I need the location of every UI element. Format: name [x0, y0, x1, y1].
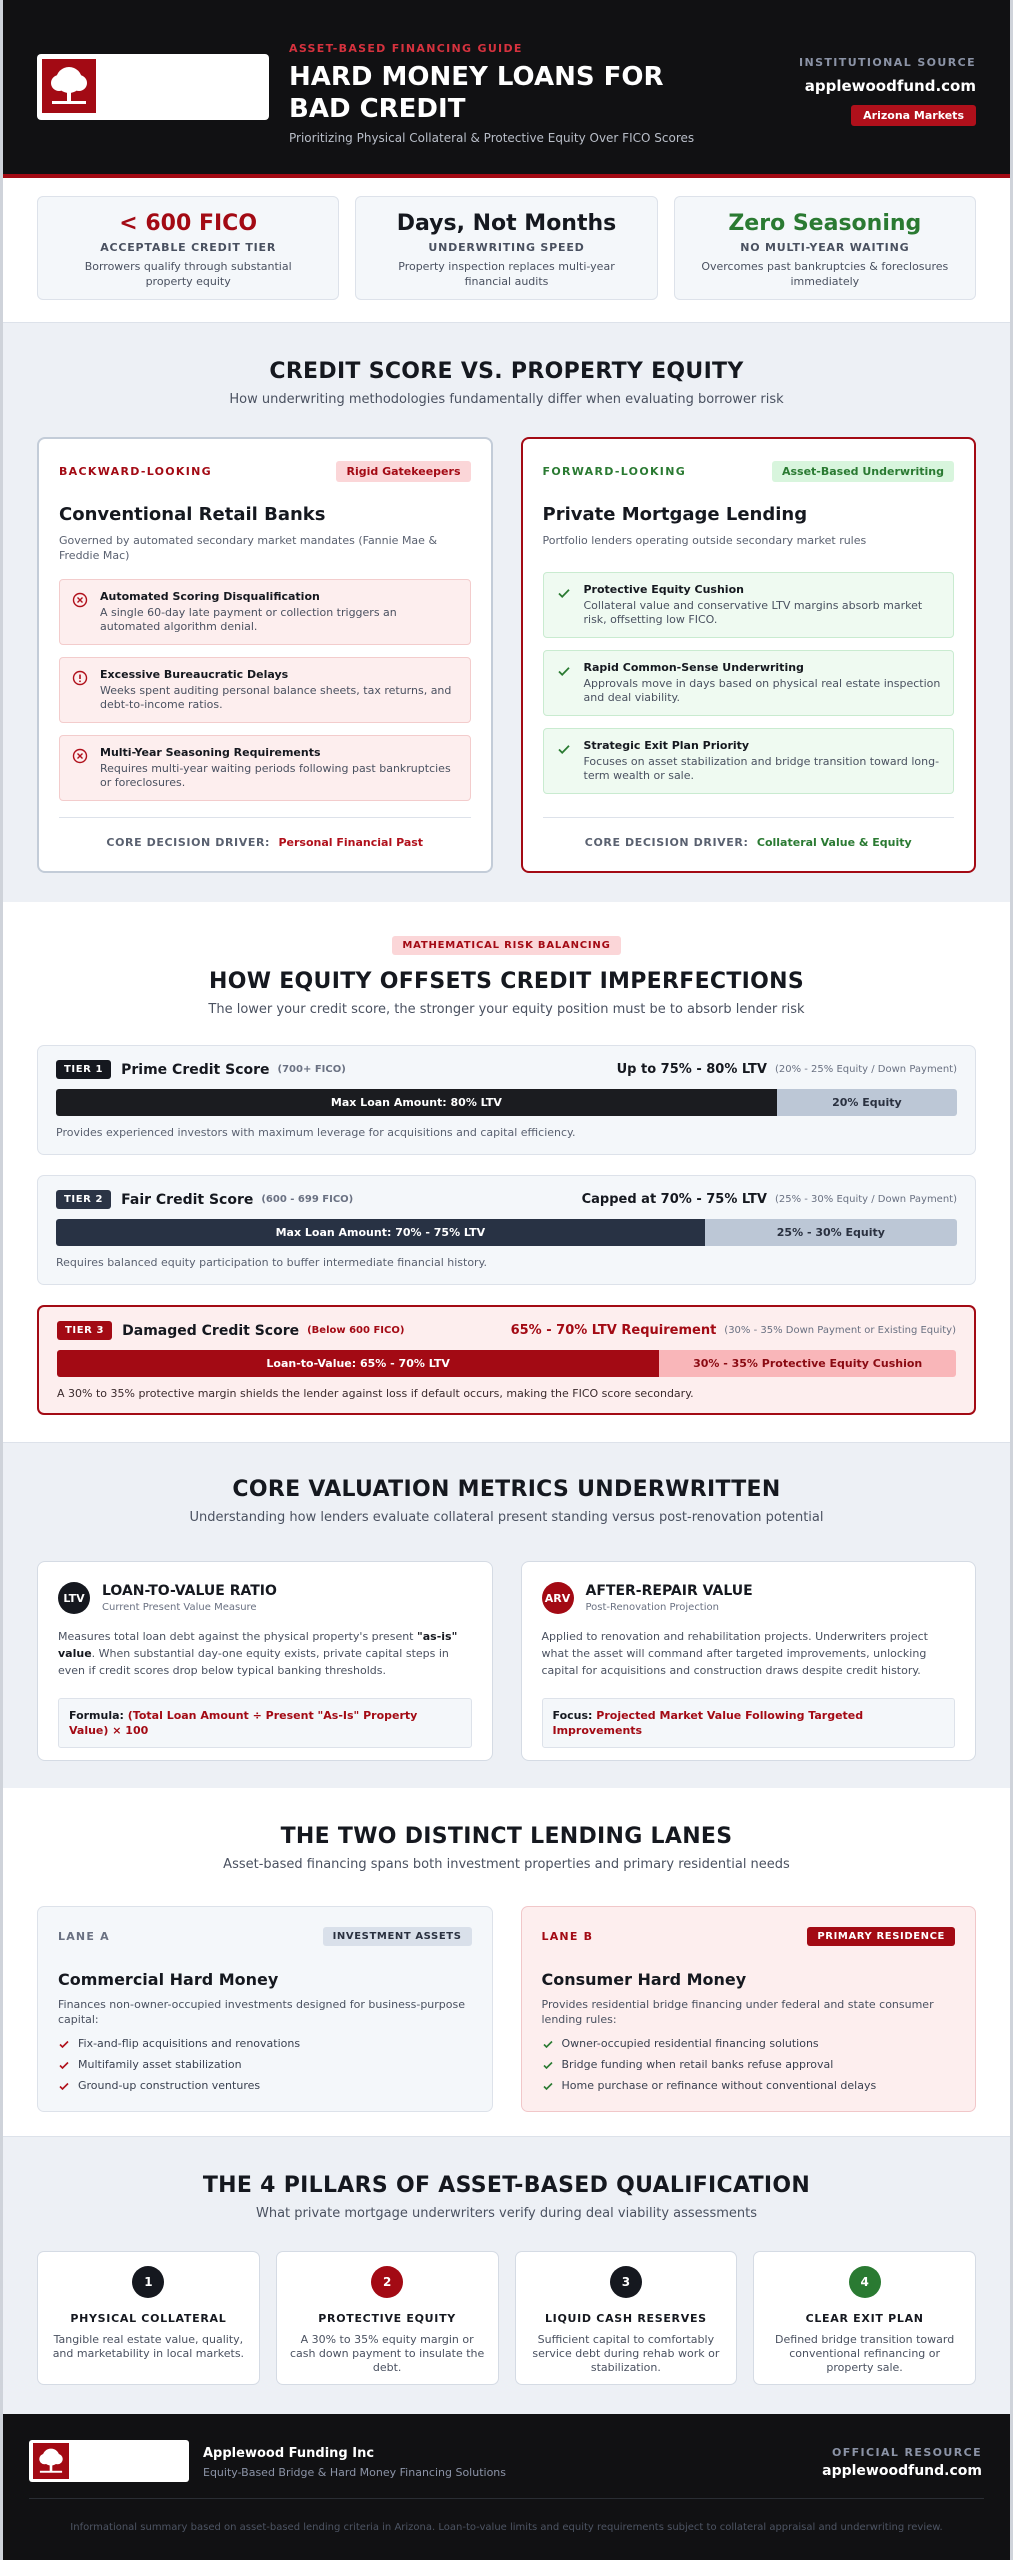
- footer-site-link[interactable]: applewoodfund.com: [822, 2463, 982, 2479]
- lane-heading: Commercial Hard Money: [58, 1970, 279, 1989]
- desc-part: Measures total loan debt against the physical property's present: [58, 1630, 417, 1643]
- lending-lanes-section: [3, 1788, 1010, 2136]
- stat-value: Days, Not Months: [396, 211, 617, 236]
- tier-name: Prime Credit Score: [121, 1061, 270, 1078]
- metric-description: Applied to renovation and rehabilitation projects. Underwriters project what the asset will command after targeted improvements, unlocking capital for acquisitions and construction draws despite credit history.: [541, 1630, 928, 1677]
- stat-card: [355, 196, 657, 300]
- pillar-card: [515, 2251, 738, 2385]
- stat-description: Borrowers qualify through substantial property equity: [84, 260, 292, 288]
- list-item-text: Bridge funding when retail banks refuse approval: [561, 2058, 834, 2071]
- decision-driver: [59, 817, 471, 849]
- section-subtitle: Asset-based financing spans both investment properties and primary residential needs: [223, 1857, 790, 1872]
- stat-label: UNDERWRITING SPEED: [428, 241, 585, 254]
- check-icon: [542, 2059, 554, 2071]
- formula-value: Projected Market Value Following Targeted Improvements: [552, 1709, 864, 1737]
- ltv-bar-fill: Loan-to-Value: 65% - 70% LTV: [57, 1350, 659, 1377]
- tier-note: A 30% to 35% protective margin shields the lender against loss if default occurs, making the FICO score secondary.: [57, 1387, 694, 1400]
- tier-ltv: Capped at 70% - 75% LTV: [581, 1192, 767, 1207]
- section-subtitle: The lower your credit score, the stronger your equity position must be to absorb lender risk: [208, 1002, 805, 1017]
- list-item: [58, 2079, 472, 2092]
- list-item: [58, 2037, 472, 2050]
- header: [3, 0, 1010, 178]
- driver-value: Personal Financial Past: [278, 836, 424, 849]
- pillar-number: 1: [132, 2266, 164, 2298]
- list-item: [542, 2058, 956, 2071]
- lane-eyebrow: LANE A: [58, 1930, 110, 1943]
- footer-logo[interactable]: [29, 2440, 189, 2482]
- desc-emphasis: "as-is" value: [58, 1630, 458, 1660]
- card-tag: Rigid Gatekeepers: [336, 461, 470, 482]
- card-description: Portfolio lenders operating outside secondary market rules: [542, 534, 867, 547]
- pillar-number: 4: [849, 2266, 881, 2298]
- metric-subheading: Current Present Value Measure: [102, 1602, 257, 1613]
- private-lending-card: [521, 437, 977, 873]
- pillar-number: 3: [610, 2266, 642, 2298]
- footer: [3, 2414, 1010, 2560]
- check-icon: [542, 2038, 554, 2050]
- tier-name: Damaged Credit Score: [122, 1322, 300, 1339]
- card-heading: Conventional Retail Banks: [59, 504, 326, 525]
- tier-range: (Below 600 FICO): [307, 1325, 405, 1336]
- tier-range: (600 - 699 FICO): [261, 1194, 354, 1205]
- card-heading: Private Mortgage Lending: [542, 504, 808, 525]
- metric-heading: LOAN-TO-VALUE RATIO: [102, 1583, 277, 1599]
- feature-item: [543, 650, 955, 716]
- tier-ltv: 65% - 70% LTV Requirement: [510, 1323, 717, 1338]
- stat-description: Property inspection replaces multi-year financial audits: [398, 260, 615, 288]
- lane-heading: Consumer Hard Money: [541, 1970, 747, 1989]
- list-item-text: Multifamily asset stabilization: [78, 2058, 242, 2071]
- company-tagline: Equity-Based Bridge & Hard Money Financing Solutions: [203, 2466, 507, 2479]
- tier-card: [37, 1175, 976, 1285]
- equity-tiers-section: [3, 902, 1010, 1442]
- pillar-heading: PROTECTIVE EQUITY: [318, 2312, 456, 2325]
- feature-item: [59, 579, 471, 645]
- ltv-bar-fill: Max Loan Amount: 70% - 75% LTV: [56, 1219, 705, 1246]
- check-icon: [58, 2059, 70, 2071]
- ltv-badge-icon: LTV: [58, 1582, 90, 1614]
- feature-item: [543, 728, 955, 794]
- header-eyebrow: ASSET-BASED FINANCING GUIDE: [289, 42, 523, 55]
- source-label: INSTITUTIONAL SOURCE: [798, 56, 976, 69]
- x-circle-icon: [72, 748, 88, 764]
- check-icon: [556, 585, 572, 601]
- arv-metric-card: [521, 1561, 977, 1761]
- metric-description: [58, 1628, 472, 1684]
- pillars-section: [3, 2136, 1010, 2414]
- tier-down-payment: (25% - 30% Equity / Down Payment): [774, 1194, 957, 1205]
- ltv-bar: [56, 1089, 957, 1116]
- pillar-description: Sufficient capital to comfortably service debt during rehab work or stabilization.: [532, 2333, 720, 2374]
- tier-down-payment: (20% - 25% Equity / Down Payment): [774, 1064, 957, 1075]
- lane-tag: PRIMARY RESIDENCE: [807, 1927, 955, 1946]
- pillar-description: Tangible real estate value, quality, and marketability in local markets.: [52, 2333, 245, 2360]
- pillar-heading: CLEAR EXIT PLAN: [805, 2312, 924, 2325]
- stats-row: [3, 178, 1010, 322]
- section-title: HOW EQUITY OFFSETS CREDIT IMPERFECTIONS: [208, 969, 804, 994]
- pillar-card: [753, 2251, 976, 2385]
- decision-driver: [543, 817, 955, 849]
- metric-formula: [58, 1698, 472, 1748]
- tree-logo-icon: [33, 2443, 69, 2479]
- ltv-bar: [57, 1350, 956, 1377]
- equity-bar-segment: 25% - 30% Equity: [705, 1219, 957, 1246]
- formula-value: (Total Loan Amount ÷ Present "As-Is" Property Value) × 100: [69, 1709, 418, 1737]
- section-subtitle: How underwriting methodologies fundamentally differ when evaluating borrower risk: [229, 392, 784, 407]
- valuation-metrics-section: [3, 1442, 1010, 1788]
- desc-part: . When substantial day-one equity exists, private capital steps in even if credit scores drop below typical banking thresholds.: [58, 1647, 449, 1677]
- tier-card: [37, 1305, 976, 1415]
- feature-title: Automated Scoring Disqualification: [100, 590, 320, 603]
- feature-description: A single 60-day late payment or collection triggers an automated algorithm denial.: [100, 606, 397, 633]
- tree-logo-icon: [42, 59, 96, 113]
- tier-badge: TIER 2: [56, 1190, 111, 1209]
- lane-description: Provides residential bridge financing under federal and state consumer lending rules:: [541, 1998, 934, 2026]
- x-circle-icon: [72, 592, 88, 608]
- feature-title: Excessive Bureaucratic Delays: [100, 668, 289, 681]
- card-description: Governed by automated secondary market mandates (Fannie Mae & Freddie Mac): [59, 534, 438, 562]
- equity-bar-segment: 30% - 35% Protective Equity Cushion: [659, 1350, 956, 1377]
- pillar-description: A 30% to 35% equity margin or cash down payment to insulate the debt.: [289, 2333, 485, 2374]
- check-icon: [556, 663, 572, 679]
- tier-ltv: Up to 75% - 80% LTV: [616, 1062, 767, 1077]
- list-item-text: Home purchase or refinance without conventional delays: [561, 2079, 877, 2092]
- feature-title: Multi-Year Seasoning Requirements: [100, 746, 321, 759]
- stat-card: [37, 196, 339, 300]
- pillar-description: Defined bridge transition toward conventional refinancing or property sale.: [775, 2333, 955, 2374]
- lane-a-card: [37, 1906, 493, 2112]
- feature-description: Requires multi-year waiting periods following past bankruptcies or foreclosures.: [100, 762, 451, 789]
- lane-eyebrow: LANE B: [541, 1930, 594, 1943]
- stat-label: NO MULTI-YEAR WAITING: [740, 241, 910, 254]
- tier-badge: TIER 3: [57, 1321, 112, 1340]
- company-name: Applewood Funding Inc: [203, 2446, 375, 2461]
- feature-item: [59, 657, 471, 723]
- footer-divider: [29, 2498, 984, 2499]
- check-icon: [58, 2080, 70, 2092]
- lane-description: Finances non-owner-occupied investments designed for business-purpose capital:: [58, 1998, 465, 2026]
- tier-down-payment: (30% - 35% Down Payment or Existing Equity): [724, 1325, 956, 1336]
- list-item: [542, 2079, 956, 2092]
- arv-badge-icon: ARV: [542, 1582, 574, 1614]
- feature-description: Weeks spent auditing personal balance sheets, tax returns, and debt-to-income ratios.: [100, 684, 452, 711]
- stat-card: [674, 196, 976, 300]
- pillar-card: [37, 2251, 260, 2385]
- pillar-heading: PHYSICAL COLLATERAL: [70, 2312, 227, 2325]
- ltv-bar: [56, 1219, 957, 1246]
- section-title: CREDIT SCORE VS. PROPERTY EQUITY: [269, 359, 744, 384]
- check-icon: [542, 2080, 554, 2092]
- feature-title: Strategic Exit Plan Priority: [583, 739, 750, 752]
- tier-note: Requires balanced equity participation to buffer intermediate financial history.: [56, 1256, 488, 1269]
- tier-name: Fair Credit Score: [121, 1191, 254, 1208]
- tier-card: [37, 1045, 976, 1155]
- formula-label: Formula:: [69, 1709, 124, 1722]
- card-tag: Asset-Based Underwriting: [772, 461, 954, 482]
- check-icon: [556, 741, 572, 757]
- stat-label: ACCEPTABLE CREDIT TIER: [100, 241, 277, 254]
- pillar-number: 2: [371, 2266, 403, 2298]
- check-icon: [58, 2038, 70, 2050]
- metric-subheading: Post-Renovation Projection: [585, 1602, 719, 1613]
- pillar-heading: LIQUID CASH RESERVES: [544, 2312, 707, 2325]
- section-subtitle: Understanding how lenders evaluate collateral present standing versus post-renovation potential: [189, 1510, 824, 1525]
- list-item-text: Owner-occupied residential financing solutions: [561, 2037, 819, 2050]
- equity-bar-segment: 20% Equity: [777, 1089, 957, 1116]
- feature-description: Collateral value and conservative LTV margins absorb market risk, offsetting low FICO.: [583, 599, 923, 626]
- section-title: THE 4 PILLARS OF ASSET-BASED QUALIFICATION: [202, 2173, 811, 2198]
- tier-note: Provides experienced investors with maximum leverage for acquisitions and capital efficiency.: [56, 1126, 576, 1139]
- feature-item: [543, 572, 955, 638]
- section-subtitle: What private mortgage underwriters verify during deal viability assessments: [255, 2206, 757, 2221]
- alert-circle-icon: [72, 670, 88, 686]
- card-eyebrow: BACKWARD-LOOKING: [59, 465, 212, 478]
- credit-vs-equity-section: [3, 322, 1010, 902]
- section-title: THE TWO DISTINCT LENDING LANES: [280, 1824, 733, 1849]
- feature-item: [59, 735, 471, 801]
- metric-heading: AFTER-REPAIR VALUE: [585, 1583, 753, 1599]
- logo[interactable]: [37, 54, 269, 120]
- pillar-card: [276, 2251, 499, 2385]
- section-title: CORE VALUATION METRICS UNDERWRITTEN: [232, 1477, 781, 1502]
- section-pill: MATHEMATICAL RISK BALANCING: [392, 936, 620, 955]
- driver-label: CORE DECISION DRIVER:: [106, 836, 271, 849]
- driver-value: Collateral Value & Equity: [756, 836, 912, 849]
- list-item-text: Fix-and-flip acquisitions and renovations: [78, 2037, 301, 2050]
- ltv-bar-fill: Max Loan Amount: 80% LTV: [56, 1089, 777, 1116]
- conventional-banks-card: [37, 437, 493, 873]
- lane-tag: INVESTMENT ASSETS: [323, 1927, 472, 1946]
- stat-value: < 600 FICO: [119, 211, 258, 236]
- card-eyebrow: FORWARD-LOOKING: [542, 465, 687, 478]
- metric-formula: [542, 1698, 956, 1748]
- official-label: OFFICIAL RESOURCE: [831, 2446, 982, 2459]
- page-subtitle: Prioritizing Physical Collateral & Protective Equity Over FICO Scores: [289, 131, 695, 145]
- feature-description: Focuses on asset stabilization and bridge transition toward long-term wealth or sale.: [583, 755, 940, 782]
- site-link[interactable]: applewoodfund.com: [804, 77, 976, 95]
- stat-description: Overcomes past bankruptcies & foreclosures immediately: [701, 260, 949, 288]
- feature-title: Rapid Common-Sense Underwriting: [583, 661, 804, 674]
- tier-badge: TIER 1: [56, 1060, 111, 1079]
- list-item: [542, 2037, 956, 2050]
- stat-value: Zero Seasoning: [728, 211, 922, 236]
- disclaimer: Informational summary based on asset-based lending criteria in Arizona. Loan-to-value limits and equity requirements subject to collateral appraisal and underwriting review.: [70, 2522, 943, 2533]
- formula-label: Focus:: [552, 1709, 593, 1722]
- feature-title: Protective Equity Cushion: [583, 583, 744, 596]
- tier-range: (700+ FICO): [277, 1064, 346, 1075]
- lane-b-card: [521, 1906, 977, 2112]
- list-item: [58, 2058, 472, 2071]
- ltv-metric-card: [37, 1561, 493, 1761]
- market-badge: Arizona Markets: [851, 105, 976, 126]
- driver-label: CORE DECISION DRIVER:: [584, 836, 749, 849]
- feature-description: Approvals move in days based on physical real estate inspection and deal viability.: [583, 677, 941, 704]
- page-title: HARD MONEY LOANS FOR BAD CREDIT: [289, 62, 664, 124]
- list-item-text: Ground-up construction ventures: [78, 2079, 261, 2092]
